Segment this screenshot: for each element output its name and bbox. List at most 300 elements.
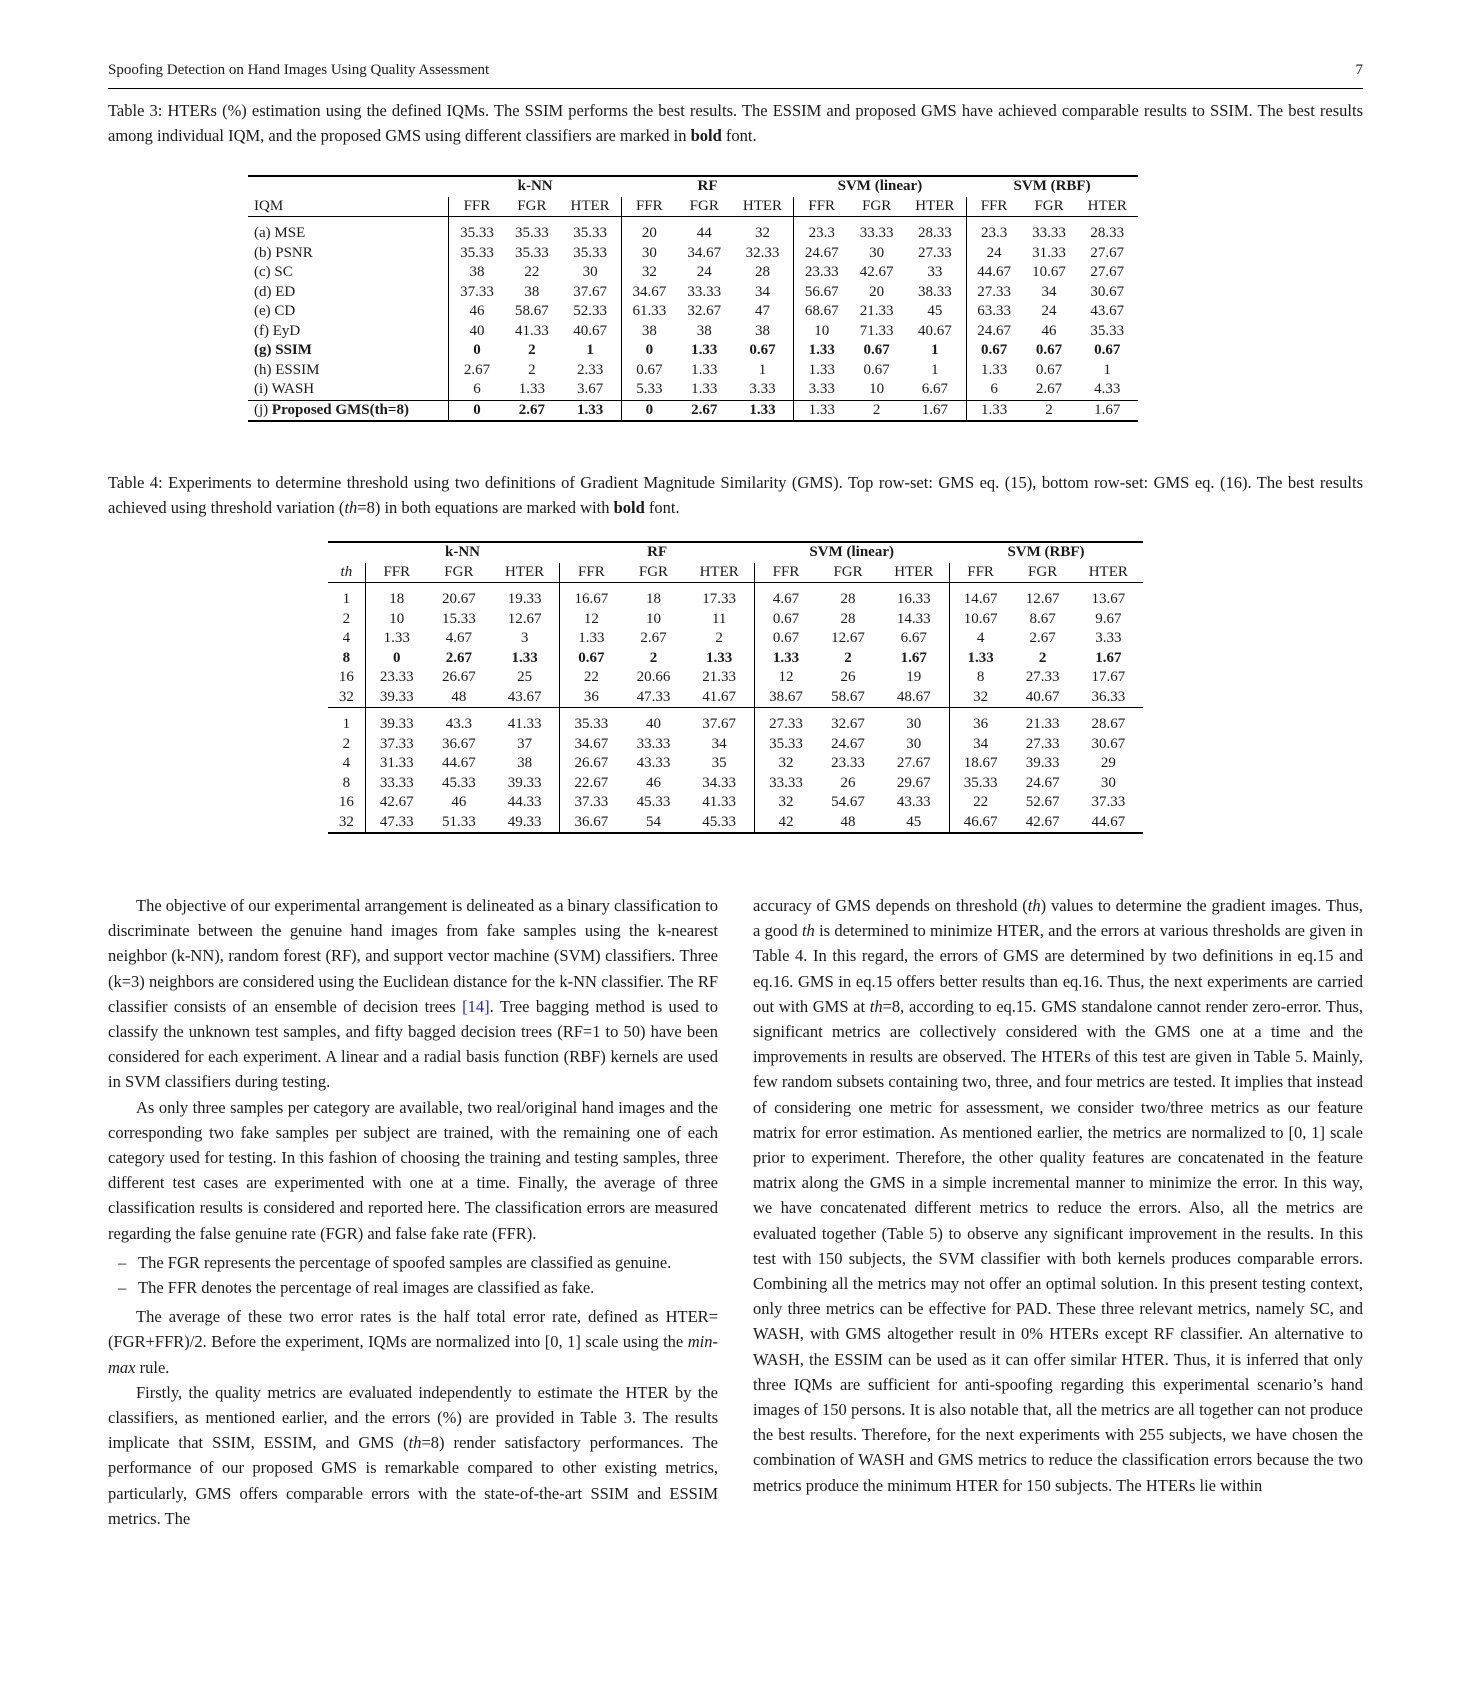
table-cell: 6 [449,380,505,400]
table3-caption [108,98,1363,148]
table-cell: 23.33 [365,668,428,688]
table-cell: 24 [1041,303,1057,319]
table-row [328,715,1143,735]
table-cell: 35.33 [949,774,1012,794]
table-cell: 39.33 [365,715,428,735]
table-cell: 1.33 [706,649,733,666]
table-cell: 35.33 [515,244,549,261]
table-cell: 22 [524,264,540,280]
table-cell: 8 [949,668,1012,688]
table-cell: 39.33 [1025,755,1060,771]
table-cell: 32.67 [831,716,865,732]
group-svm-linear: SVM (linear) [794,176,966,197]
table-cell: 28.33 [1090,225,1125,241]
table-cell: 1.33 [511,649,538,666]
table-cell: 2.67 [445,649,472,666]
table-cell: 0 [449,400,505,421]
table-cell: 35.33 [449,244,505,264]
table-cell: 27.33 [754,715,817,735]
table-cell: 26.67 [560,754,623,774]
table-cell: 48 [817,813,879,834]
table-cell: 24.67 [794,244,850,264]
table-cell: 1.33 [560,629,623,649]
table-cell: 37.33 [449,283,505,303]
table-cell: 17.67 [1091,669,1126,685]
table-cell: 32 [949,688,1012,708]
table-row [248,283,1138,303]
table-cell: 17.33 [702,591,737,607]
table-cell: 45.33 [441,774,476,791]
table-cell: 43.33 [636,755,671,771]
table-cell: 40.67 [1025,688,1060,705]
table-cell: 1.33 [966,361,1022,381]
group-rf: RF [621,176,793,197]
table-cell: 1.33 [794,341,850,361]
table-cell: 38.67 [754,688,817,708]
table-cell: 12 [560,610,623,630]
table-cell: 47 [754,303,770,319]
table-cell: 2 [715,630,723,646]
table-cell: 27.67 [1090,264,1125,280]
table-cell: 18 [365,590,428,610]
caption-bold: bold [613,498,645,517]
table-cell: 0.67 [863,361,890,378]
table-row [328,610,1143,630]
table-cell: 1.33 [966,400,1022,421]
table-cell: 27.33 [1025,669,1060,685]
table-row [328,735,1143,755]
table-cell: 27.33 [1025,735,1060,752]
table-cell: 46 [451,794,467,810]
table-cell: 10.67 [949,610,1012,630]
table-cell: 1.33 [949,649,1012,669]
table-cell: 35.33 [573,244,607,261]
table-cell: 22.67 [560,774,623,794]
table-cell: 0.67 [1094,342,1121,358]
table-cell: 37.67 [702,716,737,732]
table-sub-header [248,197,1138,217]
table-cell: 39.33 [365,688,428,708]
table-cell: 49.33 [490,813,560,834]
table-cell: 34.67 [560,735,623,755]
table-cell: 9.67 [1095,610,1122,627]
page-number: 7 [1355,62,1363,78]
row-label: (b) PSNR [254,244,313,261]
row-label: (j) Proposed GMS(th=8) [248,400,449,421]
table-cell: 2.67 [1029,630,1056,646]
row-th: 4 [342,755,351,771]
table-cell: 1.33 [365,629,428,649]
row-label: (g) SSIM [254,342,312,358]
table-cell: 30 [906,735,922,752]
list-item: – The FFR denotes the percentage of real images are classified as fake. [108,1275,718,1300]
table-cell: 68.67 [794,302,850,322]
table-cell: 51.33 [428,813,490,834]
row-th: 16 [338,794,354,810]
group-rf: RF [560,542,755,563]
table-cell: 14.67 [949,590,1012,610]
table-cell: 38 [517,755,533,771]
table-cell: 2.67 [504,400,559,421]
table-cell: 2.67 [677,400,732,421]
table-cell: 29 [1100,755,1116,771]
table-cell: 1 [931,361,939,378]
bullet-list [108,1250,718,1300]
table4-caption [108,470,1363,520]
row-th: 1 [342,591,351,607]
col-header-hter: HTER [742,197,783,214]
table-row [248,244,1138,264]
table-cell: 41.33 [515,322,549,339]
table-cell: 4.67 [445,630,472,646]
col-header-ffr: FFR [794,197,850,217]
table-cell: 48 [451,688,467,705]
table-cell: 34 [711,735,727,752]
table-cell: 33.33 [1032,225,1066,241]
table-row [248,302,1138,322]
table-cell: 35.33 [515,225,549,241]
table-cell: 0 [449,341,505,361]
table-cell: 11 [711,610,727,627]
group-svm-linear: SVM (linear) [754,542,949,563]
table-cell: 0.67 [754,610,817,630]
table-cell: 28 [754,264,770,280]
col-header-hter: HTER [1087,197,1127,214]
col-header-ffr: FFR [365,563,428,583]
table-cell: 27.67 [1090,244,1125,261]
row-th: 4 [342,630,351,646]
table-cell: 10 [794,322,850,342]
col-header-fgr: FGR [689,197,719,214]
table-cell: 20 [869,283,885,300]
row-th: 32 [338,688,354,705]
table-cell: 44 [696,225,712,241]
table-cell: 58.67 [831,688,865,705]
table-cell: 26.67 [441,669,476,685]
table-cell: 30 [869,244,885,261]
table-cell: 45.33 [636,794,671,810]
table-cell: 10 [869,381,885,397]
table-cell: 16.67 [560,590,623,610]
table-cell: 33.33 [687,283,722,300]
table-cell: 28.33 [917,225,952,241]
header-title: Spoofing Detection on Hand Images Using Quality Assessment [108,62,490,78]
table-cell: 23.3 [794,224,850,244]
table-cell: 44.67 [1074,813,1143,834]
table-cell: 2 [1038,649,1047,666]
col-header-fgr: FGR [444,563,474,580]
table-cell: 35.33 [754,735,817,755]
table-cell: 47.33 [636,688,671,705]
row-th: 8 [342,774,351,791]
table-cell: 1 [931,342,939,358]
table-cell: 42.67 [1012,813,1074,834]
table-cell: 32.33 [745,244,780,261]
table-cell: 30 [582,264,598,280]
table-cell: 40 [449,322,505,342]
table-cell: 48.67 [896,688,931,705]
table-cell: 36.67 [441,735,476,752]
table-cell: 22 [949,793,1012,813]
table-cell: 2.67 [449,361,505,381]
col-header-hter: HTER [1088,563,1128,580]
table-cell: 23.3 [966,224,1022,244]
paragraph: As only three samples per category are available, two real/original hand images and the corresponding two fake samples per subject are trained, with the remaining one of each category used for testing. In this fashion of choosing the training and testing samples, three different test cases are experimented with one at a time. Finally, the average of three classification results is considered and reported here. The classification errors are measured regarding the false genuine rate (FGR) and false fake rate (FFR). [108,1097,718,1243]
table-cell: 2 [844,649,852,666]
table-cell: 12.67 [831,630,865,646]
table-cell: 38 [754,322,770,339]
table-cell: 46 [1041,322,1057,339]
right-column [753,893,1363,1498]
table-cell: 1.33 [754,649,817,669]
group-knn: k-NN [365,542,560,563]
table-cell: 0 [365,649,428,669]
paragraph: accuracy of GMS depends on threshold (th) values to determine the gradient images. Thus, a good th is determined to minimize HTER, and the errors at various thresholds are given in Table 4. In this regard, the errors of GMS are determined by two definitions in eq.15 and eq.16. GMS in eq.15 offers better results than eq.16. Thus, the next experiments are carried out with GMS at th=8, according to eq.15. GMS standalone cannot render zero-error. Thus, significant metrics are collectively considered with the GMS one at a time and the improvements in results are observed. The HTERs of this test are given in Table 5. Mainly, few random subsets containing two, three, and four metrics are tested. It implies that instead of considering one metric for assessment, we consider two/three metrics as our feature matrix for error estimation. As mentioned earlier, the metrics are normalized to [0, 1] scale prior to experiment. Therefore, the other quality features are concatenated in the feature matrix along the GMS in a simple incremental manner to minimize the error. In this way, we have concatenated different metrics to reduce the errors. Also, all the metrics are evaluated together (Table 5) to observe any significant improvement in the results. In this test with 150 subjects, the SVM classifier with both kernels produces comparable errors. Combining all the metrics may not offer an optimal solution. In this present testing context, only three metrics can be effective for PAD. These three relevant metrics, namely SC, and WASH, with GMS altogether result in 0% HTERs except RF classifier. An alternative to WASH, the ESSIM can be used as it can offer similar HTER. Thus, it is inferred that only three IQMs are sufficient for anti-spoofing regarding this experimental scenario’s hand images of 150 persons. It is also notable that, all the metrics are all together can not produce the best results. Therefore, for the next experiments with 255 subjects, we have chosen the combination of WASH and GMS metrics to reduce the classification errors because the two metrics produce the minimum HTER for 150 subjects. The HTERs lie within [753,896,1364,1495]
table-cell: 33.33 [636,735,671,752]
table-cell: 23.33 [794,263,850,283]
row-th: 1 [342,716,351,732]
table-cell: 42.67 [859,264,894,280]
table-cell: 71.33 [859,322,894,339]
citation-link[interactable]: [14] [462,996,490,1016]
table-cell: 29.67 [896,774,931,791]
table-cell: 0.67 [754,629,817,649]
table-cell: 1.33 [518,381,545,397]
table-cell: 35.33 [449,224,505,244]
table-cell: 2.33 [576,361,604,378]
paragraph: The objective of our experimental arrangement is delineated as a binary classification to discriminate between the genuine hand images from fake samples using the k-nearest neighbor (k-NN), random forest (RF), and support vector machine (SVM) classifiers. Three (k=3) neighbors are considered using the Euclidean distance for the k-NN classifier. The RF classifier consists of an ensemble of decision trees [14]. Tree bagging method is used to classify the unknown test samples, and fifty bagged decision trees (RF=1 to 50) have been considered for each experiment. A linear and a radial basis function (RBF) kernels are used in SVM classifiers during testing. [108,896,718,1092]
table-cell: 24.67 [1025,774,1060,791]
table-cell: 54 [622,813,684,834]
table-group-header [248,176,1138,197]
col-header-fgr: FGR [517,197,547,214]
table-cell: 38 [621,322,677,342]
table-cell: 45 [879,813,949,834]
table-cell: 28.67 [1091,716,1126,732]
table3 [248,175,1138,422]
table-cell: 40.67 [917,322,952,339]
table-row [328,590,1143,610]
table-cell: 1.33 [691,342,718,358]
table-cell: 61.33 [621,302,677,322]
table-cell: 33.33 [365,774,428,794]
table-row [328,668,1143,688]
row-label: (d) ED [254,283,296,300]
table-cell: 0.67 [621,361,677,381]
table-row [328,754,1143,774]
table-cell: 3.67 [576,381,604,397]
table-cell: 38.33 [917,283,952,300]
table-cell: 20 [621,224,677,244]
table-cell: 46.67 [949,813,1012,834]
table-cell: 30 [1100,774,1116,791]
table-cell: 10.67 [1032,264,1066,280]
table-cell: 44.33 [507,794,542,810]
table-cell: 35 [711,755,727,771]
table-row [248,322,1138,342]
col-header-hter: HTER [894,563,934,580]
table-cell: 35.33 [1090,322,1125,339]
table-cell: 38 [524,283,540,300]
table-cell: 2 [849,400,904,421]
table-cell: 34 [949,735,1012,755]
caption-bold: bold [690,126,722,145]
table-cell: 13.67 [1091,591,1126,607]
table-cell: 0.67 [560,649,623,669]
col-header-ffr: FFR [966,197,1022,217]
table-cell: 37.33 [365,735,428,755]
table-row [328,629,1143,649]
table-cell: 10 [365,610,428,630]
table-cell: 23.33 [831,755,865,771]
table-cell: 32 [754,754,817,774]
row-th: 2 [342,610,351,627]
table-cell: 30.67 [1091,735,1126,752]
table-cell: 2.67 [640,630,667,646]
group-svm-rbf: SVM (RBF) [949,542,1143,563]
table-cell: 38 [449,263,505,283]
table-cell: 52.33 [573,303,607,319]
row-label: (c) SC [254,264,293,280]
row-th: 2 [342,735,351,752]
table-cell: 19.33 [507,591,542,607]
table-cell: 20.66 [636,669,671,685]
table-cell: 21.33 [859,303,894,319]
col-header-ffr: FFR [754,563,817,583]
table-cell: 33.33 [859,225,894,241]
col-header-ffr: FFR [449,197,505,217]
table-cell: 32 [754,793,817,813]
table-cell: 28 [840,591,856,607]
table-cell: 1 [758,361,767,378]
table-cell: 1.33 [732,400,794,421]
caption-text: Table 4: Experiments to determine threshold using two definitions of Gradient Magnitude Similarity (GMS). Top row-set: GMS eq. (15), bottom row-set: GMS eq. (16). The best results achieved using threshold variation ( [108,473,1363,517]
col-header-fgr: FGR [1028,563,1058,580]
table-cell: 37.33 [560,793,623,813]
table-cell: 63.33 [966,302,1022,322]
table-cell: 0.67 [863,342,890,358]
group-knn: k-NN [449,176,621,197]
table-cell: 24 [966,244,1022,264]
table-cell: 30 [621,244,677,264]
table-cell: 45 [927,303,943,319]
table-cell: 1.33 [794,400,850,421]
table-row [248,263,1138,283]
table-row [248,341,1138,361]
table-cell: 43.3 [445,716,472,732]
running-header [108,62,1363,89]
paragraph: Firstly, the quality metrics are evaluated independently to estimate the HTER by the classifiers, as mentioned earlier, and the errors (%) are provided in Table 3. The results implicate that SSIM, ESSIM, and GMS (th=8) render satisfactory performances. The performance of our proposed GMS is remarkable compared to other existing metrics, particularly, GMS offers comparable errors with the state-of-the-art SSIM and ESSIM metrics. The [108,1382,718,1528]
col-th: th [340,563,353,580]
table-cell: 36 [560,688,623,708]
table-cell: 34.67 [687,244,722,261]
col-header-ffr: FFR [949,563,1012,583]
table-cell: 21.33 [702,669,737,685]
list-item: – The FGR represents the percentage of spoofed samples are classified as genuine. [108,1250,718,1275]
table-cell: 4 [949,629,1012,649]
table-row [248,380,1138,400]
col-header-ffr: FFR [560,563,623,583]
table-cell: 2 [1022,400,1077,421]
table-cell: 44.67 [966,263,1022,283]
table-cell: 0.67 [1035,342,1063,358]
table-cell: 12.67 [1025,591,1060,607]
table-cell: 43.67 [1090,303,1125,319]
col-header-fgr: FGR [833,563,863,580]
table-cell: 5.33 [621,380,677,400]
table-cell: 1.33 [794,361,850,381]
col-header-fgr: FGR [862,197,892,214]
table-cell: 0.67 [749,342,776,358]
table-cell: 37.33 [1091,794,1126,810]
col-header-hter: HTER [699,563,739,580]
table-cell: 4.33 [1094,381,1121,397]
table-cell: 12.67 [507,610,542,627]
table-cell: 0.67 [1035,361,1063,378]
table-row [328,688,1143,708]
table-cell: 1.33 [691,361,718,378]
table-cell: 24.67 [966,322,1022,342]
table-cell: 41.33 [507,716,542,732]
table4 [328,541,1143,834]
caption-text: font. [721,126,757,145]
table-cell: 37.67 [573,283,607,300]
table-cell: 1 [1103,361,1111,378]
row-label: (a) MSE [254,225,306,241]
table-row [328,793,1143,813]
table-cell: 52.67 [1025,794,1060,810]
col-iqm: IQM [254,197,284,214]
left-column [108,893,718,1531]
caption-text: =8) in both equations are marked with [357,498,614,517]
table-cell: 34.67 [621,283,677,303]
table-cell: 3.33 [1095,630,1122,646]
table-cell: 0 [621,400,677,421]
table-cell: 25 [517,669,533,685]
table-cell: 30.67 [1090,283,1125,300]
table-cell: 14.33 [896,610,931,627]
table-sub-header [328,563,1143,583]
group-svm-rbf: SVM (RBF) [966,176,1138,197]
table-cell: 33 [927,264,943,280]
table-row [328,774,1143,794]
table-cell: 46 [645,774,661,791]
table-cell: 1.33 [559,400,621,421]
col-header-hter: HTER [570,197,610,214]
table-cell: 41.67 [702,688,737,705]
table-cell: 30 [906,716,922,732]
table-cell: 36.67 [560,813,623,834]
table-cell: 24 [696,264,712,280]
table-cell: 18 [645,591,661,607]
table-cell: 40.67 [573,322,607,339]
table-cell: 2 [649,649,658,666]
table-cell: 34 [754,283,770,300]
caption-italic: th [344,498,358,517]
table-cell: 54.67 [831,794,865,810]
table-cell: 27.33 [917,244,952,261]
table-cell: 2 [528,342,536,358]
table-cell: 3.33 [794,380,850,400]
table-cell: 3 [520,630,529,646]
table-cell: 44.67 [441,755,476,771]
table-cell: 1.67 [904,400,966,421]
table-cell: 37 [517,735,533,752]
table-cell: 45.33 [684,813,754,834]
table-cell: 36.33 [1091,688,1126,705]
table-row [248,400,1138,421]
table-cell: 18.67 [949,754,1012,774]
